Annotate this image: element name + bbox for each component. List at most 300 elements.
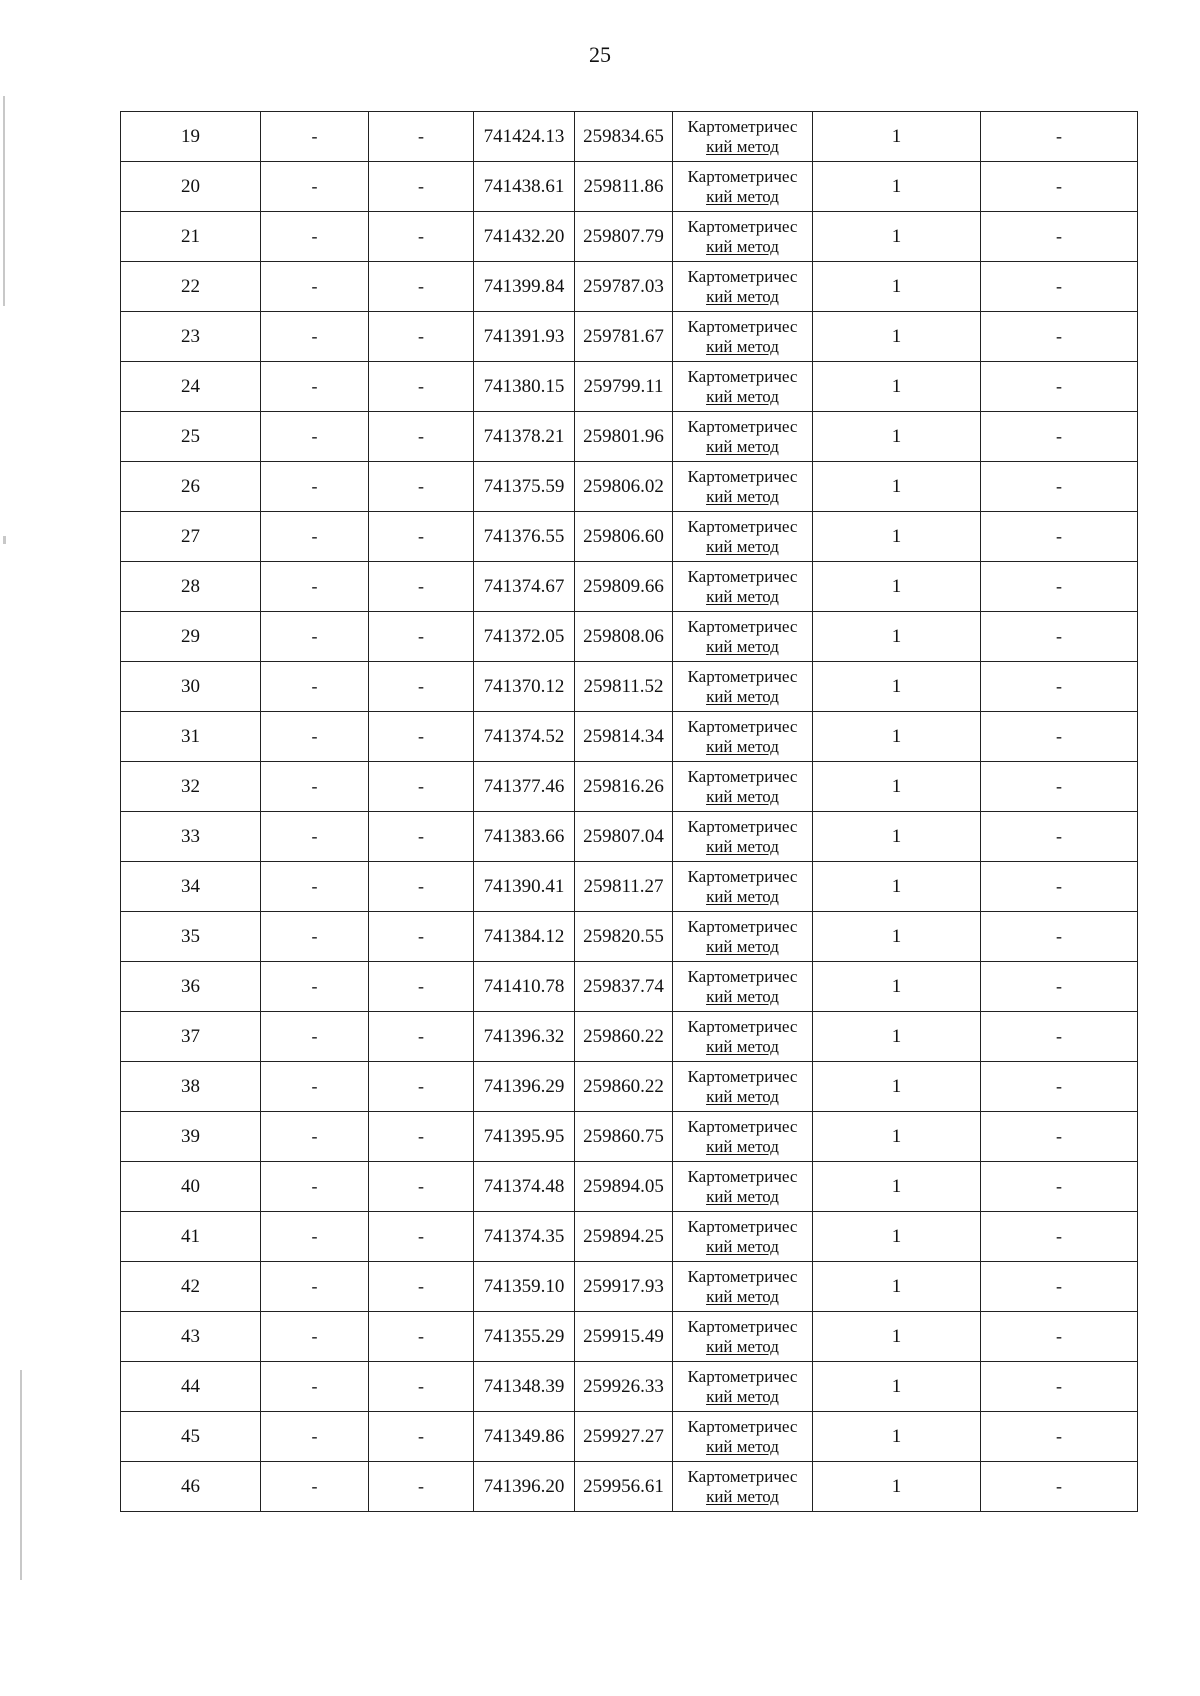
count-cell: 1 xyxy=(813,1262,981,1312)
table-row xyxy=(121,712,1138,762)
point-number-cell: 24 xyxy=(121,362,261,412)
empty-cell-2: - xyxy=(261,812,369,862)
empty-cell-3: - xyxy=(369,1462,474,1512)
method-line-2: кий метод xyxy=(706,936,779,956)
method-cell xyxy=(673,1412,813,1462)
method-line-1: Картометричес xyxy=(687,966,798,986)
x-coordinate-cell: 741378.21 xyxy=(474,412,575,462)
point-number-cell: 45 xyxy=(121,1412,261,1462)
empty-cell-3: - xyxy=(369,362,474,412)
table-row xyxy=(121,462,1138,512)
method-line-2: кий метод xyxy=(706,1436,779,1456)
x-coordinate-cell: 741432.20 xyxy=(474,212,575,262)
y-coordinate-cell: 259799.11 xyxy=(575,362,673,412)
y-coordinate-cell: 259809.66 xyxy=(575,562,673,612)
method-line-1: Картометричес xyxy=(687,1216,798,1236)
last-cell: - xyxy=(981,962,1138,1012)
method-line-2: кий метод xyxy=(706,1086,779,1106)
method-cell xyxy=(673,212,813,262)
method-cell xyxy=(673,1262,813,1312)
count-cell: 1 xyxy=(813,1062,981,1112)
last-cell: - xyxy=(981,712,1138,762)
table-row xyxy=(121,1162,1138,1212)
x-coordinate-cell: 741383.66 xyxy=(474,812,575,862)
method-line-2: кий метод xyxy=(706,1336,779,1356)
method-line-2: кий метод xyxy=(706,1386,779,1406)
y-coordinate-cell: 259811.86 xyxy=(575,162,673,212)
point-number-cell: 41 xyxy=(121,1212,261,1262)
x-coordinate-cell: 741348.39 xyxy=(474,1362,575,1412)
empty-cell-3: - xyxy=(369,212,474,262)
y-coordinate-cell: 259860.75 xyxy=(575,1112,673,1162)
y-coordinate-cell: 259816.26 xyxy=(575,762,673,812)
count-cell: 1 xyxy=(813,1012,981,1062)
point-number-cell: 32 xyxy=(121,762,261,812)
x-coordinate-cell: 741438.61 xyxy=(474,162,575,212)
empty-cell-2: - xyxy=(261,362,369,412)
y-coordinate-cell: 259808.06 xyxy=(575,612,673,662)
method-line-1: Картометричес xyxy=(687,166,798,186)
y-coordinate-cell: 259781.67 xyxy=(575,312,673,362)
method-line-1: Картометричес xyxy=(687,1366,798,1386)
empty-cell-3: - xyxy=(369,662,474,712)
method-line-2: кий метод xyxy=(706,186,779,206)
table-row xyxy=(121,862,1138,912)
method-cell xyxy=(673,412,813,462)
last-cell: - xyxy=(981,1462,1138,1512)
x-coordinate-cell: 741395.95 xyxy=(474,1112,575,1162)
count-cell: 1 xyxy=(813,312,981,362)
method-cell xyxy=(673,912,813,962)
table-row xyxy=(121,612,1138,662)
last-cell: - xyxy=(981,1262,1138,1312)
last-cell: - xyxy=(981,362,1138,412)
method-line-2: кий метод xyxy=(706,486,779,506)
x-coordinate-cell: 741399.84 xyxy=(474,262,575,312)
last-cell: - xyxy=(981,1362,1138,1412)
table-row xyxy=(121,1312,1138,1362)
method-line-2: кий метод xyxy=(706,1486,779,1506)
empty-cell-3: - xyxy=(369,962,474,1012)
x-coordinate-cell: 741359.10 xyxy=(474,1262,575,1312)
x-coordinate-cell: 741349.86 xyxy=(474,1412,575,1462)
method-cell xyxy=(673,162,813,212)
method-cell xyxy=(673,1362,813,1412)
empty-cell-3: - xyxy=(369,1412,474,1462)
point-number-cell: 31 xyxy=(121,712,261,762)
method-cell xyxy=(673,1112,813,1162)
y-coordinate-cell: 259837.74 xyxy=(575,962,673,1012)
method-line-1: Картометричес xyxy=(687,616,798,636)
x-coordinate-cell: 741384.12 xyxy=(474,912,575,962)
table-row xyxy=(121,162,1138,212)
x-coordinate-cell: 741374.67 xyxy=(474,562,575,612)
empty-cell-2: - xyxy=(261,1312,369,1362)
method-line-2: кий метод xyxy=(706,586,779,606)
table-row xyxy=(121,912,1138,962)
empty-cell-3: - xyxy=(369,162,474,212)
point-number-cell: 37 xyxy=(121,1012,261,1062)
last-cell: - xyxy=(981,862,1138,912)
point-number-cell: 27 xyxy=(121,512,261,562)
count-cell: 1 xyxy=(813,362,981,412)
y-coordinate-cell: 259926.33 xyxy=(575,1362,673,1412)
method-cell xyxy=(673,662,813,712)
x-coordinate-cell: 741355.29 xyxy=(474,1312,575,1362)
last-cell: - xyxy=(981,412,1138,462)
point-number-cell: 23 xyxy=(121,312,261,362)
method-line-1: Картометричес xyxy=(687,1266,798,1286)
method-line-1: Картометричес xyxy=(687,366,798,386)
table-row xyxy=(121,762,1138,812)
method-line-1: Картометричес xyxy=(687,1016,798,1036)
x-coordinate-cell: 741380.15 xyxy=(474,362,575,412)
last-cell: - xyxy=(981,312,1138,362)
x-coordinate-cell: 741374.52 xyxy=(474,712,575,762)
empty-cell-3: - xyxy=(369,312,474,362)
y-coordinate-cell: 259806.02 xyxy=(575,462,673,512)
table-row xyxy=(121,1362,1138,1412)
table-row xyxy=(121,1412,1138,1462)
x-coordinate-cell: 741375.59 xyxy=(474,462,575,512)
empty-cell-3: - xyxy=(369,1312,474,1362)
count-cell: 1 xyxy=(813,1412,981,1462)
method-cell xyxy=(673,362,813,412)
x-coordinate-cell: 741396.29 xyxy=(474,1062,575,1112)
method-line-2: кий метод xyxy=(706,986,779,1006)
x-coordinate-cell: 741390.41 xyxy=(474,862,575,912)
count-cell: 1 xyxy=(813,962,981,1012)
count-cell: 1 xyxy=(813,462,981,512)
empty-cell-2: - xyxy=(261,712,369,762)
empty-cell-2: - xyxy=(261,1112,369,1162)
table-row xyxy=(121,662,1138,712)
method-cell xyxy=(673,1012,813,1062)
point-number-cell: 29 xyxy=(121,612,261,662)
empty-cell-2: - xyxy=(261,312,369,362)
last-cell: - xyxy=(981,1112,1138,1162)
last-cell: - xyxy=(981,912,1138,962)
empty-cell-2: - xyxy=(261,762,369,812)
last-cell: - xyxy=(981,662,1138,712)
empty-cell-2: - xyxy=(261,512,369,562)
table-row xyxy=(121,1262,1138,1312)
last-cell: - xyxy=(981,1412,1138,1462)
method-line-2: кий метод xyxy=(706,536,779,556)
method-line-2: кий метод xyxy=(706,1136,779,1156)
method-line-1: Картометричес xyxy=(687,866,798,886)
point-number-cell: 21 xyxy=(121,212,261,262)
method-line-1: Картометричес xyxy=(687,816,798,836)
empty-cell-3: - xyxy=(369,1162,474,1212)
point-number-cell: 44 xyxy=(121,1362,261,1412)
empty-cell-3: - xyxy=(369,112,474,162)
method-line-2: кий метод xyxy=(706,286,779,306)
empty-cell-2: - xyxy=(261,1262,369,1312)
empty-cell-3: - xyxy=(369,262,474,312)
point-number-cell: 28 xyxy=(121,562,261,612)
y-coordinate-cell: 259814.34 xyxy=(575,712,673,762)
empty-cell-2: - xyxy=(261,1062,369,1112)
method-cell xyxy=(673,262,813,312)
point-number-cell: 38 xyxy=(121,1062,261,1112)
last-cell: - xyxy=(981,612,1138,662)
table-row xyxy=(121,362,1138,412)
count-cell: 1 xyxy=(813,612,981,662)
empty-cell-3: - xyxy=(369,612,474,662)
method-line-1: Картометричес xyxy=(687,266,798,286)
empty-cell-2: - xyxy=(261,412,369,462)
point-number-cell: 25 xyxy=(121,412,261,462)
empty-cell-3: - xyxy=(369,1012,474,1062)
point-number-cell: 35 xyxy=(121,912,261,962)
empty-cell-2: - xyxy=(261,562,369,612)
method-cell xyxy=(673,1462,813,1512)
empty-cell-3: - xyxy=(369,862,474,912)
empty-cell-2: - xyxy=(261,262,369,312)
empty-cell-3: - xyxy=(369,812,474,862)
point-number-cell: 40 xyxy=(121,1162,261,1212)
method-cell xyxy=(673,712,813,762)
y-coordinate-cell: 259787.03 xyxy=(575,262,673,312)
y-coordinate-cell: 259915.49 xyxy=(575,1312,673,1362)
table-row xyxy=(121,1062,1138,1112)
y-coordinate-cell: 259894.05 xyxy=(575,1162,673,1212)
y-coordinate-cell: 259860.22 xyxy=(575,1012,673,1062)
point-number-cell: 26 xyxy=(121,462,261,512)
method-line-1: Картометричес xyxy=(687,516,798,536)
method-line-1: Картометричес xyxy=(687,1416,798,1436)
point-number-cell: 30 xyxy=(121,662,261,712)
table-row xyxy=(121,412,1138,462)
method-line-2: кий метод xyxy=(706,886,779,906)
last-cell: - xyxy=(981,562,1138,612)
last-cell: - xyxy=(981,1012,1138,1062)
method-line-2: кий метод xyxy=(706,236,779,256)
method-line-2: кий метод xyxy=(706,1036,779,1056)
method-cell xyxy=(673,762,813,812)
method-cell xyxy=(673,462,813,512)
count-cell: 1 xyxy=(813,412,981,462)
last-cell: - xyxy=(981,812,1138,862)
method-cell xyxy=(673,1062,813,1112)
x-coordinate-cell: 741396.32 xyxy=(474,1012,575,1062)
last-cell: - xyxy=(981,162,1138,212)
table-row xyxy=(121,812,1138,862)
empty-cell-3: - xyxy=(369,712,474,762)
count-cell: 1 xyxy=(813,712,981,762)
y-coordinate-cell: 259807.04 xyxy=(575,812,673,862)
table-row xyxy=(121,312,1138,362)
count-cell: 1 xyxy=(813,1462,981,1512)
method-line-2: кий метод xyxy=(706,736,779,756)
method-line-1: Картометричес xyxy=(687,566,798,586)
method-line-1: Картометричес xyxy=(687,216,798,236)
empty-cell-3: - xyxy=(369,762,474,812)
point-number-cell: 39 xyxy=(121,1112,261,1162)
method-line-2: кий метод xyxy=(706,686,779,706)
method-line-1: Картометричес xyxy=(687,1316,798,1336)
empty-cell-2: - xyxy=(261,1012,369,1062)
method-line-2: кий метод xyxy=(706,1236,779,1256)
method-cell xyxy=(673,312,813,362)
count-cell: 1 xyxy=(813,112,981,162)
y-coordinate-cell: 259894.25 xyxy=(575,1212,673,1262)
page-number: 25 xyxy=(589,42,611,67)
empty-cell-2: - xyxy=(261,162,369,212)
count-cell: 1 xyxy=(813,762,981,812)
x-coordinate-cell: 741374.48 xyxy=(474,1162,575,1212)
empty-cell-3: - xyxy=(369,1362,474,1412)
method-line-2: кий метод xyxy=(706,386,779,406)
empty-cell-3: - xyxy=(369,912,474,962)
count-cell: 1 xyxy=(813,162,981,212)
method-line-1: Картометричес xyxy=(687,116,798,136)
empty-cell-3: - xyxy=(369,1062,474,1112)
method-cell xyxy=(673,1312,813,1362)
empty-cell-3: - xyxy=(369,1262,474,1312)
last-cell: - xyxy=(981,1312,1138,1362)
empty-cell-2: - xyxy=(261,612,369,662)
empty-cell-3: - xyxy=(369,412,474,462)
count-cell: 1 xyxy=(813,1312,981,1362)
point-number-cell: 46 xyxy=(121,1462,261,1512)
count-cell: 1 xyxy=(813,212,981,262)
count-cell: 1 xyxy=(813,1212,981,1262)
method-cell xyxy=(673,562,813,612)
method-cell xyxy=(673,962,813,1012)
table-row xyxy=(121,1012,1138,1062)
y-coordinate-cell: 259860.22 xyxy=(575,1062,673,1112)
last-cell: - xyxy=(981,762,1138,812)
method-cell xyxy=(673,1162,813,1212)
y-coordinate-cell: 259917.93 xyxy=(575,1262,673,1312)
empty-cell-2: - xyxy=(261,862,369,912)
point-number-cell: 33 xyxy=(121,812,261,862)
method-line-1: Картометричес xyxy=(687,666,798,686)
empty-cell-2: - xyxy=(261,462,369,512)
method-line-2: кий метод xyxy=(706,436,779,456)
empty-cell-2: - xyxy=(261,662,369,712)
x-coordinate-cell: 741424.13 xyxy=(474,112,575,162)
y-coordinate-cell: 259811.27 xyxy=(575,862,673,912)
y-coordinate-cell: 259811.52 xyxy=(575,662,673,712)
last-cell: - xyxy=(981,212,1138,262)
point-number-cell: 36 xyxy=(121,962,261,1012)
table-row xyxy=(121,512,1138,562)
empty-cell-2: - xyxy=(261,212,369,262)
method-cell xyxy=(673,112,813,162)
method-line-1: Картометричес xyxy=(687,1166,798,1186)
empty-cell-2: - xyxy=(261,912,369,962)
table-row xyxy=(121,562,1138,612)
scan-mark xyxy=(20,1370,22,1580)
last-cell: - xyxy=(981,1212,1138,1262)
last-cell: - xyxy=(981,512,1138,562)
method-line-2: кий метод xyxy=(706,136,779,156)
x-coordinate-cell: 741374.35 xyxy=(474,1212,575,1262)
point-number-cell: 22 xyxy=(121,262,261,312)
last-cell: - xyxy=(981,112,1138,162)
empty-cell-2: - xyxy=(261,1212,369,1262)
x-coordinate-cell: 741410.78 xyxy=(474,962,575,1012)
x-coordinate-cell: 741396.20 xyxy=(474,1462,575,1512)
empty-cell-3: - xyxy=(369,1212,474,1262)
table-row xyxy=(121,962,1138,1012)
method-line-1: Картометричес xyxy=(687,716,798,736)
point-number-cell: 43 xyxy=(121,1312,261,1362)
count-cell: 1 xyxy=(813,912,981,962)
count-cell: 1 xyxy=(813,562,981,612)
method-line-1: Картометричес xyxy=(687,1116,798,1136)
method-line-1: Картометричес xyxy=(687,766,798,786)
count-cell: 1 xyxy=(813,812,981,862)
method-line-2: кий метод xyxy=(706,786,779,806)
method-line-2: кий метод xyxy=(706,836,779,856)
y-coordinate-cell: 259807.79 xyxy=(575,212,673,262)
method-line-2: кий метод xyxy=(706,1286,779,1306)
empty-cell-2: - xyxy=(261,1162,369,1212)
method-line-1: Картометричес xyxy=(687,916,798,936)
count-cell: 1 xyxy=(813,1362,981,1412)
count-cell: 1 xyxy=(813,512,981,562)
method-cell xyxy=(673,1212,813,1262)
method-line-1: Картометричес xyxy=(687,316,798,336)
method-line-1: Картометричес xyxy=(687,1066,798,1086)
x-coordinate-cell: 741377.46 xyxy=(474,762,575,812)
last-cell: - xyxy=(981,1062,1138,1112)
x-coordinate-cell: 741391.93 xyxy=(474,312,575,362)
point-number-cell: 20 xyxy=(121,162,261,212)
count-cell: 1 xyxy=(813,1162,981,1212)
table-row xyxy=(121,1462,1138,1512)
point-number-cell: 34 xyxy=(121,862,261,912)
empty-cell-2: - xyxy=(261,1362,369,1412)
count-cell: 1 xyxy=(813,862,981,912)
method-line-1: Картометричес xyxy=(687,466,798,486)
last-cell: - xyxy=(981,462,1138,512)
empty-cell-3: - xyxy=(369,562,474,612)
method-line-2: кий метод xyxy=(706,1186,779,1206)
x-coordinate-cell: 741376.55 xyxy=(474,512,575,562)
empty-cell-2: - xyxy=(261,962,369,1012)
method-cell xyxy=(673,612,813,662)
method-line-1: Картометричес xyxy=(687,1466,798,1486)
point-number-cell: 42 xyxy=(121,1262,261,1312)
method-cell xyxy=(673,862,813,912)
method-line-1: Картометричес xyxy=(687,416,798,436)
table-row xyxy=(121,1112,1138,1162)
table-row xyxy=(121,212,1138,262)
scan-mark xyxy=(3,96,5,306)
x-coordinate-cell: 741372.05 xyxy=(474,612,575,662)
count-cell: 1 xyxy=(813,262,981,312)
last-cell: - xyxy=(981,262,1138,312)
y-coordinate-cell: 259806.60 xyxy=(575,512,673,562)
method-cell xyxy=(673,812,813,862)
last-cell: - xyxy=(981,1162,1138,1212)
y-coordinate-cell: 259820.55 xyxy=(575,912,673,962)
y-coordinate-cell: 259927.27 xyxy=(575,1412,673,1462)
method-cell xyxy=(673,512,813,562)
scan-mark xyxy=(3,536,6,544)
y-coordinate-cell: 259956.61 xyxy=(575,1462,673,1512)
count-cell: 1 xyxy=(813,1112,981,1162)
table-row xyxy=(121,112,1138,162)
x-coordinate-cell: 741370.12 xyxy=(474,662,575,712)
method-line-2: кий метод xyxy=(706,636,779,656)
empty-cell-2: - xyxy=(261,112,369,162)
